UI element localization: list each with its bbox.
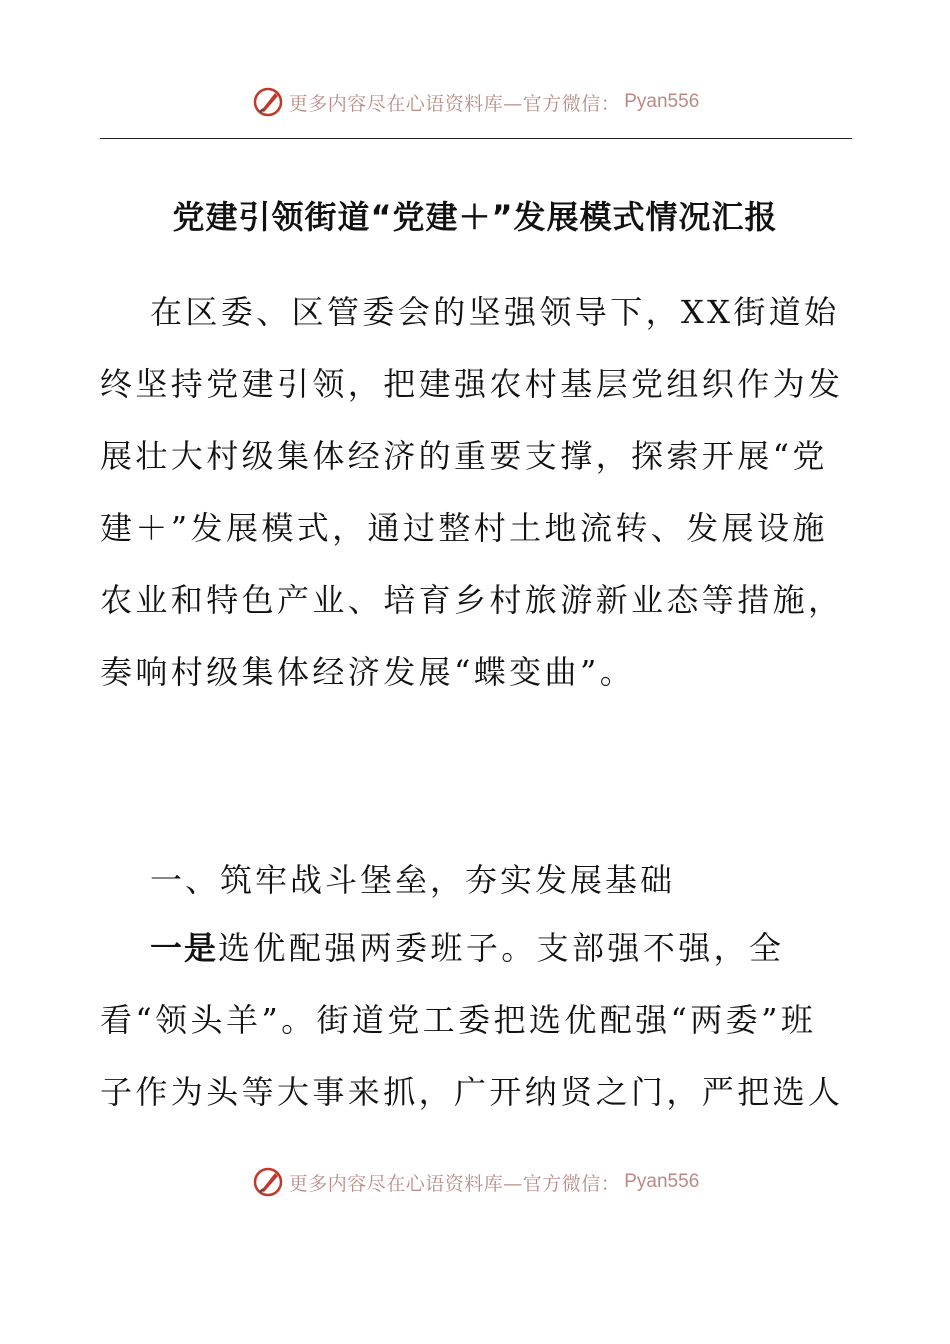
footer-banner xyxy=(251,1165,700,1199)
section-paragraph-text: 选优配强两委班子。支部强不强，全看“领头羊”。街道党工委把选优配强“两委”班子作为头等大事来抓，广开纳贤之门，严把选人 xyxy=(100,929,844,1111)
header-banner-text: 更多内容尽在心语资料库—官方微信： xyxy=(288,92,621,115)
footer-banner-text: 更多内容尽在心语资料库—官方微信： xyxy=(288,1172,621,1195)
section-paragraph xyxy=(100,912,850,1128)
header-banner xyxy=(251,85,700,119)
intro-paragraph: 在区委、区管委会的坚强领导下，XX街道始终坚持党建引领，把建强农村基层党组织作为发展壮大村级集体经济的重要支撑，探索开展“党建＋”发展模式，通过整村土地流转、发展设施农业和特色产业、培育乡村旅游新业态等措施，奏响村级集体经济发展“蝶变曲”。 xyxy=(100,293,844,691)
header-wechat-id: Pyan556 xyxy=(624,91,700,112)
section-lead: 一是 xyxy=(150,929,219,967)
quill-logo-icon xyxy=(251,85,285,119)
section-heading: 一、筑牢战斗堡垒，夯实发展基础 xyxy=(150,861,676,899)
page-footer xyxy=(0,1162,950,1202)
quill-logo-icon xyxy=(251,1165,285,1199)
document-title: 党建引领街道“党建＋”发展模式情况汇报 xyxy=(172,198,778,236)
page-header xyxy=(0,82,950,122)
footer-wechat-id: Pyan556 xyxy=(624,1171,700,1192)
header-divider xyxy=(100,138,852,139)
